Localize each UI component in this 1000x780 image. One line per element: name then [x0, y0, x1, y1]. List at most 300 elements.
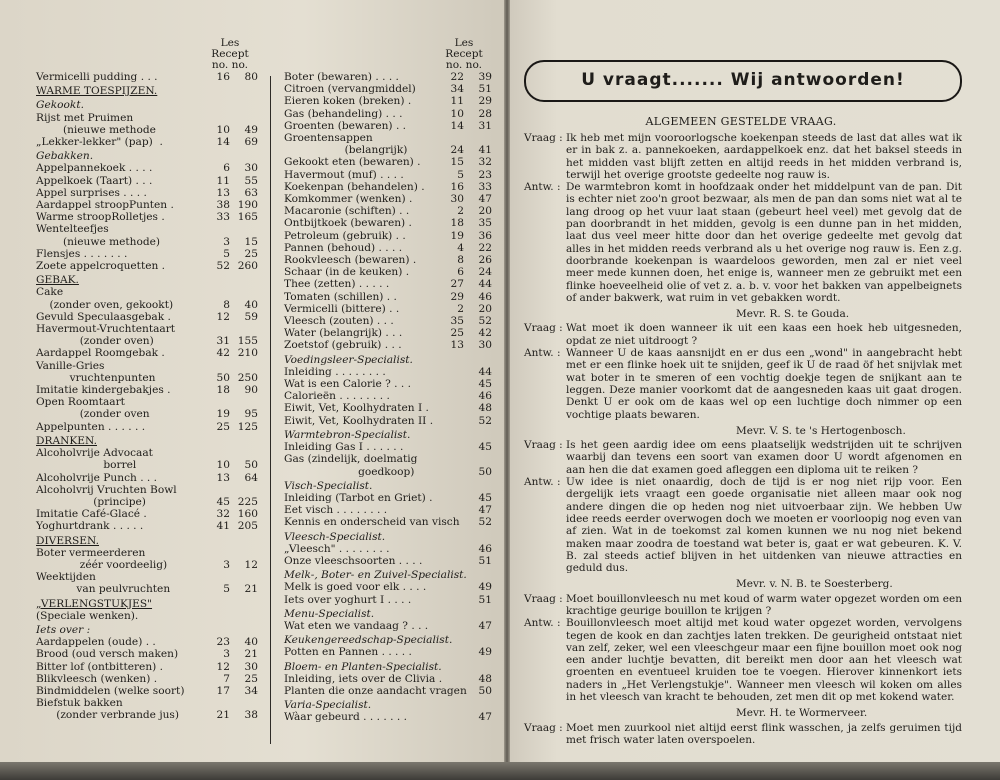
les-number: 45 [216, 495, 230, 508]
recept-number: 15 [244, 235, 258, 248]
recept-number: 80 [244, 71, 258, 83]
recept-number: 44 [478, 278, 492, 291]
index-row [284, 217, 492, 229]
recept-number: 190 [237, 199, 258, 212]
les-number: 32 [216, 508, 230, 521]
index-label: Groentensappen [284, 132, 373, 145]
recept-number: 22 [478, 241, 492, 254]
index-row [284, 254, 492, 266]
index-row [284, 366, 492, 378]
section-subheading: Melk-, Boter- en Zuivel-Specialist. [284, 569, 467, 582]
recept-number: 260 [237, 260, 258, 273]
index-label: Petroleum (gebruik) . . [284, 229, 406, 242]
index-label: Inleiding . . . . . . . . [284, 365, 386, 378]
recept-number: 49 [478, 646, 492, 659]
section-subheading: Gebakken. [36, 150, 94, 163]
index-row [36, 396, 258, 408]
index-row [36, 496, 258, 508]
index-label: Aardappel Roomgebak . [36, 347, 165, 360]
index-row [36, 360, 258, 372]
index-row [284, 169, 492, 181]
entry-tag: Antw. : [524, 617, 561, 630]
answer-entry [524, 476, 962, 574]
index-label: Alcoholvrij Vruchten Bowl [36, 483, 177, 496]
recept-number: 42 [478, 327, 492, 340]
index-row [36, 709, 258, 721]
les-number: 8 [223, 298, 230, 311]
recept-number: 47 [478, 619, 492, 632]
header-no-no: no. no. [211, 59, 249, 71]
index-row [284, 402, 492, 414]
index-row [284, 83, 492, 95]
recept-number: 34 [244, 684, 258, 697]
les-number: 6 [223, 162, 230, 175]
recept-number: 45 [478, 441, 492, 454]
index-row [36, 447, 258, 459]
recept-number: 25 [244, 672, 258, 685]
index-label: Appel surprises . . . . [36, 186, 147, 199]
index-label: Melk is goed voor elk . . . . [284, 581, 427, 594]
index-label: Citroen (vervangmiddel) [284, 83, 416, 96]
recept-number: 52 [478, 516, 492, 529]
recept-number: 44 [478, 365, 492, 378]
index-column-right [284, 38, 492, 724]
index-label: (zonder verbrande jus) [36, 709, 180, 722]
les-number: 52 [216, 260, 230, 273]
les-number: 12 [216, 660, 230, 673]
index-row [36, 236, 258, 248]
recept-number: 21 [244, 648, 258, 661]
index-row [36, 260, 258, 272]
index-row [36, 71, 258, 83]
index-row [284, 339, 492, 351]
recept-number: 24 [478, 266, 492, 279]
index-label: Yoghurtdrank . . . . . [36, 520, 144, 533]
recept-number: 45 [478, 378, 492, 391]
recept-number: 160 [237, 508, 258, 521]
recept-number: 32 [478, 156, 492, 169]
index-row [36, 459, 258, 471]
index-row [36, 299, 258, 311]
les-number: 11 [450, 95, 464, 108]
index-label: Potten en Pannen . . . . . [284, 646, 412, 659]
answer-entry [524, 181, 962, 304]
index-row [36, 187, 258, 199]
index-row [284, 543, 492, 555]
les-number: 41 [216, 520, 230, 533]
section-subheading: Visch-Specialist. [284, 479, 373, 492]
index-row [284, 390, 492, 402]
recept-number: 28 [478, 107, 492, 120]
les-number: 42 [216, 347, 230, 360]
les-number: 18 [216, 384, 230, 397]
index-label: Inleiding Gas I . . . . . . [284, 441, 404, 454]
index-row [36, 175, 258, 187]
recept-number: 52 [478, 414, 492, 427]
index-row [284, 516, 492, 528]
reader-signature: Mevr. v. N. B. te Soesterberg. [736, 578, 893, 591]
index-row [284, 646, 492, 658]
recept-number: 40 [244, 636, 258, 649]
index-row [36, 286, 258, 298]
index-label: Zoete appelcroquetten . [36, 260, 166, 273]
recept-number: 25 [244, 247, 258, 260]
index-label: Gevuld Speculaasgebak . [36, 310, 171, 323]
index-row [284, 193, 492, 205]
index-label: Kennis en onderscheid van visch [284, 516, 460, 529]
index-row [36, 673, 258, 685]
les-number: 3 [223, 648, 230, 661]
index-row [284, 278, 492, 290]
recept-number: 210 [237, 347, 258, 360]
recept-number: 50 [244, 459, 258, 472]
index-label: Imitatie kindergebakjes . [36, 384, 171, 397]
les-number: 24 [450, 144, 464, 157]
index-label: Inleiding (Tarbot en Griet) . [284, 491, 433, 504]
recept-number: 39 [478, 71, 492, 83]
index-row [36, 484, 258, 496]
index-row [284, 620, 492, 632]
index-label: Alcoholvrije Advocaat [36, 447, 153, 460]
recept-number: 205 [237, 520, 258, 533]
index-label: Aardappelen (oude) . . [36, 636, 156, 649]
recept-number: 225 [237, 495, 258, 508]
index-row [36, 124, 258, 136]
section-heading: DIVERSEN. [36, 534, 99, 547]
index-label: Macaronie (schiften) . . [284, 205, 410, 218]
les-number: 21 [216, 709, 230, 722]
index-row [284, 441, 492, 453]
index-label: Gas (zindelijk, doelmatig [284, 453, 418, 466]
entry-tag: Antw. : [524, 347, 561, 360]
recept-number: 48 [478, 672, 492, 685]
section-heading: DRANKEN. [36, 434, 97, 447]
les-number: 14 [216, 136, 230, 149]
les-number: 34 [450, 83, 464, 96]
index-row [284, 291, 492, 303]
index-label: Gas (behandeling) . . . [284, 107, 403, 120]
recept-number: 48 [478, 402, 492, 415]
recept-number: 47 [478, 711, 492, 724]
les-number: 8 [457, 254, 464, 267]
recept-number: 50 [478, 684, 492, 697]
les-number: 10 [216, 459, 230, 472]
index-label: Vleesch (zouten) . . . [284, 315, 394, 328]
index-label: Schaar (in de keuken) . [284, 266, 410, 279]
les-number: 25 [216, 420, 230, 433]
index-label: Tomaten (schillen) . . [284, 290, 397, 303]
index-row [36, 559, 258, 571]
index-row [36, 162, 258, 174]
index-row [36, 211, 258, 223]
entry-tag: Antw. : [524, 181, 561, 194]
index-row [284, 144, 492, 156]
les-number: 3 [223, 558, 230, 571]
index-label: goedkoop) [284, 465, 415, 478]
index-row [36, 472, 258, 484]
les-number: 19 [450, 229, 464, 242]
index-row [284, 673, 492, 685]
index-row [284, 120, 492, 132]
entry-tag: Vraag : [524, 132, 563, 144]
index-row [36, 508, 258, 520]
recept-number: 46 [478, 542, 492, 555]
recept-number: 90 [244, 384, 258, 397]
index-label: Havermout (muf) . . . . [284, 168, 404, 181]
section-subheading: Warmtebron-Specialist. [284, 428, 411, 441]
index-row [284, 453, 492, 465]
section-subheading: Vleesch-Specialist. [284, 530, 386, 543]
reader-signature: Mevr. R. S. te Gouda. [736, 308, 850, 321]
reader-signature: Mevr. H. te Wormerveer. [736, 707, 868, 720]
recept-number: 46 [478, 390, 492, 403]
index-row [36, 335, 258, 347]
recept-number: 30 [478, 339, 492, 352]
index-label: Blikvleesch (wenken) . [36, 672, 158, 685]
les-number: 25 [450, 327, 464, 340]
index-row [284, 466, 492, 478]
les-number: 38 [216, 199, 230, 212]
entry-text: Uw idee is niet onaardig, doch de tijd is er nog niet rijp voor. Een dergelijk iets vraagt een goede organisatie niet alleen maar ook nog andere dingen die op heden nog niet uitvoerbaar zijn. We hebben Uw idee reeds eerder overwogen doch we moeten er voorloopig nog even van af zien. Wat in de toekomst zal komen kunnen we nu nog niet bekend maken maar zoodra de toestand wat beter is, gaat er wat gebeuren. K. V. B. zal steeds actief blijven in het uitdenken van nieuwe attracties en geduld dus. [566, 476, 962, 575]
index-label: Pannen (behoud) . . . . [284, 241, 403, 254]
les-number: 13 [216, 471, 230, 484]
index-row [36, 408, 258, 420]
recept-number: 38 [244, 709, 258, 722]
table-edge [0, 762, 1000, 780]
index-row [284, 205, 492, 217]
answer-entry [524, 347, 962, 421]
index-row [284, 378, 492, 390]
les-number: 2 [457, 302, 464, 315]
index-row [36, 421, 258, 433]
header-les-recept: Les Recept [211, 37, 249, 60]
index-row [36, 610, 258, 622]
index-row [284, 415, 492, 427]
index-label: Vermicelli pudding . . . [36, 71, 158, 83]
recept-number: 47 [478, 504, 492, 517]
index-label: Brood (oud versch maken) [36, 648, 179, 661]
recept-number: 64 [244, 471, 258, 484]
index-row [36, 323, 258, 335]
recept-number: 59 [244, 310, 258, 323]
index-label: Vermicelli (bittere) . . [284, 302, 400, 315]
index-label: Open Roomtaart [36, 396, 125, 409]
question-entry [524, 439, 962, 476]
index-row [284, 181, 492, 193]
les-number: 15 [450, 156, 464, 169]
section-subheading: Keukengereedschap-Specialist. [284, 634, 453, 647]
entry-text: Bouillonvleesch moet altijd met koud water opgezet worden, vervolgens tegen de kook en dan zachtjes laten trekken. De geurigheid ontstaat niet van zelf, zeker, wel een vleeschgeur maar een fijne bouillon moet ook nog een ander luchtje bevatten, dit bereikt men door aan het vleesch wat groenten en eventueel kruiden toe te voegen. Hierover kinnenkort iets naders in „Het Verlengstukje". Wanneer men vleesch wil koken om alles in het vleesch van kracht te behouden, zet men dit op met kokend water. [566, 617, 962, 704]
les-number: 3 [223, 235, 230, 248]
index-row [284, 230, 492, 242]
index-label: Thee (zetten) . . . . . [284, 278, 390, 291]
index-label: Eieren koken (breken) . [284, 95, 412, 108]
les-number: 13 [216, 186, 230, 199]
index-label: (nieuwe methode) [36, 235, 161, 248]
index-row [284, 594, 492, 606]
recept-number: 50 [478, 465, 492, 478]
index-label: Onze vleeschsoorten . . . . [284, 554, 423, 567]
les-number: 13 [450, 339, 464, 352]
index-label: Biefstuk bakken [36, 697, 123, 710]
les-number: 31 [216, 335, 230, 348]
column-header [36, 38, 258, 71]
recept-number: 51 [478, 593, 492, 606]
entry-text: Wat moet ik doen wanneer ik uit een kaas een hoek heb uitgesneden, opdat ze niet uitdroogt ? [566, 322, 962, 347]
index-label: Ontbijtkoek (bewaren) . [284, 217, 412, 230]
index-label: Iets over yoghurt I . . . . [284, 593, 412, 606]
index-row [284, 492, 492, 504]
index-label: Imitatie Café-Glacé . [36, 508, 147, 521]
index-row [36, 583, 258, 595]
recept-number: 35 [478, 217, 492, 230]
les-number: 19 [216, 408, 230, 421]
index-row [284, 504, 492, 516]
question-entry [524, 593, 962, 618]
recept-number: 51 [478, 83, 492, 96]
index-row [284, 711, 492, 723]
recept-number: 23 [478, 168, 492, 181]
les-number: 5 [457, 168, 464, 181]
entry-tag: Vraag : [524, 439, 563, 452]
index-row [284, 581, 492, 593]
recept-number: 41 [478, 144, 492, 157]
recept-number: 49 [478, 581, 492, 594]
recept-number: 40 [244, 298, 258, 311]
index-row [284, 132, 492, 144]
recept-number: 250 [237, 371, 258, 384]
index-label: (principe) [36, 495, 146, 508]
index-label: (zonder oven [36, 408, 150, 421]
index-row [36, 571, 258, 583]
recept-number: 36 [478, 229, 492, 242]
section-subheading: Gekookt. [36, 99, 84, 112]
entry-text: Is het geen aardig idee om eens plaatselijk wedstrijden uit te schrijven waarbij dan tevens een soort van examen door U wordt afgenomen en aan hen die dat examen goed afleggen een diploma uit te reiken ? [566, 439, 962, 476]
recept-number: 30 [244, 162, 258, 175]
entry-text: De warmtebron komt in hoofdzaak onder het middelpunt van de pan. Dit is echter niet zoo'n groot bezwaar, als men de pan dan soms niet wat al te lang droog op het vuur laat staan (gebeurt heel veel) met gevolg dat de pan doorbrandt in het midden, gevolg is een dunne pan in het midden, laat dus veel meer hitte door dan het overige gedeelte met gevolg dat alles in het midden reeds verbrand als u het overige nog rauw is. Een z.g. doorbrande koekenpan is waardeloos geworden, men zal er niet veel meer mede kunnen doen, het enige is, wanneer men ze gebruikt met een flinke hoeveelheid olie of vet z. a. b. v. voor het bakken van appelbeignets of ander bakwerk, wat ruim in vet gebakken wordt. [566, 181, 962, 304]
index-label: Koekenpan (behandelen) . [284, 180, 425, 193]
les-number: 6 [457, 266, 464, 279]
index-label: Wàar gebeurd . . . . . . . [284, 711, 407, 724]
index-row [36, 661, 258, 673]
recept-number: 20 [478, 302, 492, 315]
recept-number: 45 [478, 491, 492, 504]
les-number: 4 [457, 241, 464, 254]
les-number: 7 [223, 672, 230, 685]
banner-title: U vraagt....... Wij antwoorden! [581, 70, 905, 90]
index-row [284, 303, 492, 315]
index-row [36, 223, 258, 235]
les-number: 50 [216, 371, 230, 384]
recept-number: 46 [478, 290, 492, 303]
les-number: 10 [450, 107, 464, 120]
index-label: borrel [36, 459, 137, 472]
recept-number: 55 [244, 174, 258, 187]
index-label: Weektijden [36, 571, 96, 584]
index-label: Wat is een Calorie ? . . . [284, 378, 411, 391]
recept-number: 31 [478, 119, 492, 132]
entry-tag: Vraag : [524, 721, 563, 734]
les-number: 29 [450, 290, 464, 303]
les-number: 10 [216, 123, 230, 136]
index-row [36, 636, 258, 648]
index-row [36, 372, 258, 384]
entry-text: Wanneer U de kaas aansnijdt en er dus een „wond" in aangebracht hebt met er een flinke hoek uit te snijden, geef ik U de raad öf het snijvlak met wat boter in te smeren of een vochtig doekje tegen de snijkant aan te leggen. Deze manier voorkomt dat de aangesneden kaas uit gaat drogen. Denkt U er ook om de kaas wel op een luchtige doch nimmer op een vochtige plaats bewaren. [566, 347, 962, 421]
index-label: van peulvruchten [36, 583, 171, 596]
index-row [36, 384, 258, 396]
recept-number: 52 [478, 315, 492, 328]
recept-number: 155 [237, 335, 258, 348]
les-number: 12 [216, 310, 230, 323]
recept-number: 69 [244, 136, 258, 149]
index-label: Planten die onze aandacht vragen [284, 684, 467, 697]
index-row [284, 315, 492, 327]
index-label: Vanille-Gries [36, 359, 105, 372]
recept-number: 21 [244, 583, 258, 596]
recept-number: 12 [244, 558, 258, 571]
index-row [284, 555, 492, 567]
les-number: 18 [450, 217, 464, 230]
index-row [36, 648, 258, 660]
index-row [36, 685, 258, 697]
index-label: (zonder oven, gekookt) [36, 298, 174, 311]
index-label: „Vleesch" . . . . . . . . [284, 542, 390, 555]
index-row [36, 248, 258, 260]
les-number: 11 [216, 174, 230, 187]
index-row [284, 266, 492, 278]
index-row [36, 520, 258, 532]
book-gutter [504, 0, 510, 780]
entry-text: Ik heb met mijn vooroorlogsche koekenpan steeds de last dat alles wat ik er in bak z. a. pannekoeken, aardappelkoek enz. dat het baksel steeds in het midden vast blijft zetten en altijd reeds in het midden verbrand is, terwijl het overige grootste gedeelte nog rauw is. [566, 132, 962, 181]
les-number: 33 [216, 211, 230, 224]
index-label: Eiwit, Vet, Koolhydraten I . [284, 402, 429, 415]
index-label: Eet visch . . . . . . . . [284, 504, 388, 517]
les-number: 22 [450, 71, 464, 83]
entry-tag: Vraag : [524, 592, 563, 605]
section-heading: WARME TOESPIJZEN. [36, 85, 158, 98]
les-number: 5 [223, 247, 230, 260]
index-label: Bindmiddelen (welke soort) [36, 684, 185, 697]
index-label: Wat eten we vandaag ? . . . [284, 619, 429, 632]
les-number: 35 [450, 315, 464, 328]
index-label: Alcoholvrije Punch . . . [36, 471, 158, 484]
index-label: Eiwit, Vet, Koolhydraten II . [284, 414, 434, 427]
index-label: (zonder oven) [36, 335, 154, 348]
index-row [284, 242, 492, 254]
les-number: 30 [450, 193, 464, 206]
question-entry [524, 722, 962, 747]
recept-number: 29 [478, 95, 492, 108]
recept-number: 33 [478, 180, 492, 193]
index-row [36, 199, 258, 211]
entry-text: Moet men zuurkool niet altijd eerst flink wasschen, ja zelfs geruimen tijd met frisch water laten overspoelen. [566, 721, 962, 746]
index-row [284, 108, 492, 120]
index-label: Rijst met Pruimen [36, 111, 134, 124]
index-label: (Speciale wenken). [36, 609, 139, 622]
index-label: Aardappel stroopPunten . [36, 199, 174, 212]
recept-number: 95 [244, 408, 258, 421]
index-label: Inleiding, iets over de Clivia . [284, 672, 443, 685]
index-label: Groenten (bewaren) . . [284, 119, 407, 132]
index-label: Bitter lof (ontbitteren) . [36, 660, 164, 673]
recept-number: 47 [478, 193, 492, 206]
index-row [36, 347, 258, 359]
entry-tag: Antw. : [524, 476, 561, 489]
section-heading: „VERLENGSTUKJES" [36, 597, 153, 610]
section-subheading: Bloem- en Planten-Specialist. [284, 660, 442, 673]
index-row [284, 95, 492, 107]
qa-section [524, 132, 962, 746]
